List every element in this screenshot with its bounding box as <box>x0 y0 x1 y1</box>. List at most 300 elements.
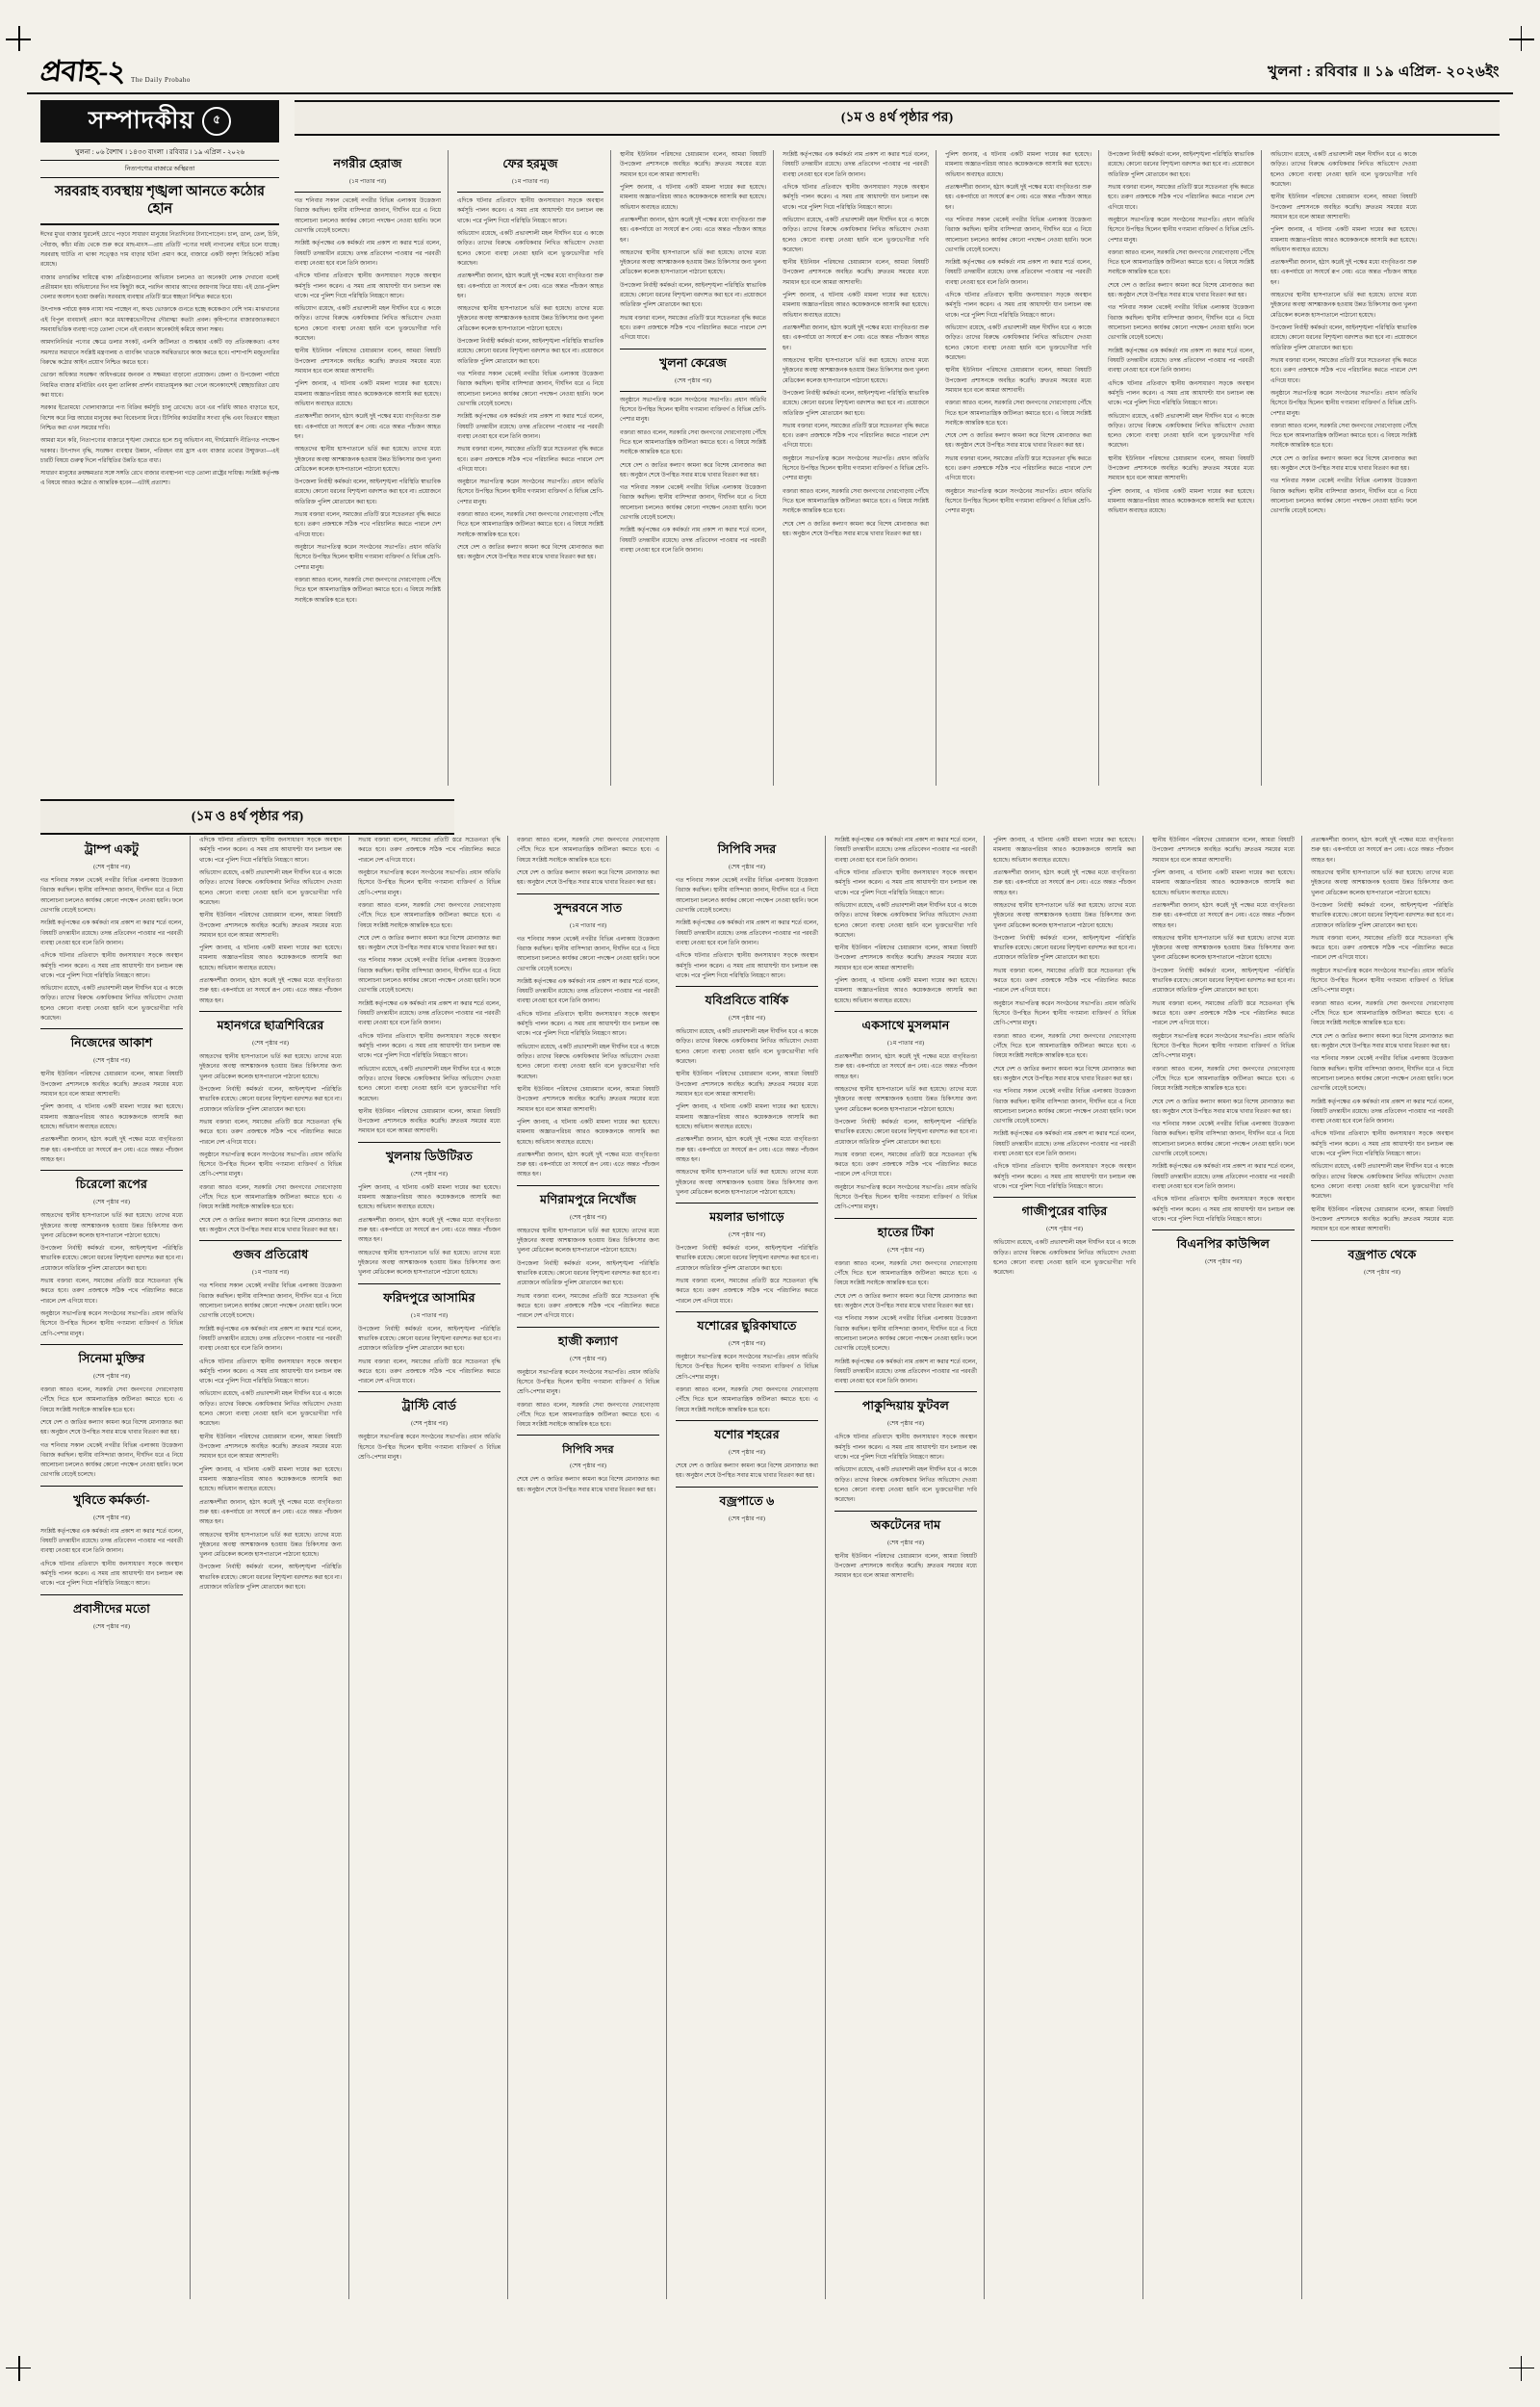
paragraph: শেষে দেশ ও জাতির কল্যাণ কামনা করে বিশেষ মোনাজাত করা হয়। অনুষ্ঠান শেষে উপস্থিত সবার মাঝে খাবার বিতরণ করা হয়। <box>676 1462 818 1480</box>
paragraph: উপজেলা নির্বাহী কর্মকর্তা বলেন, আইনশৃঙ্খলা পরিস্থিতি স্বাভাবিক রয়েছে। কোনো ধরনের বিশৃঙ্খলা বরদাশত করা হবে না। প্রয়োজনে অতিরিক্ত পুলিশ মোতায়েন করা হবে। <box>40 1246 184 1272</box>
paragraph: প্রত্যক্ষদর্শীরা জানান, হঠাৎ করেই দুই পক্ষের মধ্যে বাগ্‌বিতণ্ডা শুরু হয়। একপর্যায়ে তা সংঘর্ষে রূপ নেয়। এতে অন্তত পাঁচজন আহত হন। <box>1152 902 1295 929</box>
paragraph: সভায় বক্তারা বলেন, সমাজের প্রতিটি স্তরে সচেতনতা বৃদ্ধি করতে হবে। তরুণ প্রজন্মকে সঠিক পথে পরিচালিত করতে পারলে দেশ এগিয়ে যাবে। <box>676 1279 818 1305</box>
crop-mark <box>18 2356 20 2381</box>
paragraph: এদিকে ঘটনার প্রতিবাদে স্থানীয় জনসাধারণ সড়কে অবস্থান কর্মসূচি পালন করেন। এ সময় প্রায় আধাঘণ্টা যান চলাচল বন্ধ থাকে। পরে পুলিশ গিয়ে পরিস্থিতি নিয়ন্ত্রণে আনে। <box>457 198 603 224</box>
paragraph: অনুষ্ঠানে সভাপতিত্ব করেন সংগঠনের সভাপতি। প্রধান অতিথি হিসেবে উপস্থিত ছিলেন স্থানীয় গণ্যমান্য ব্যক্তিবর্গ ও বিভিন্ন শ্রেণি-পেশার মানুষ। <box>358 1435 500 1462</box>
paragraph: স্থানীয় ইউনিয়ন পরিষদের চেয়ারম্যান বলেন, আমরা বিষয়টি উপজেলা প্রশাসনকে অবহিত করেছি। দ্রুততম সময়ের মধ্যে সমাধান হবে বলে আমরা আশাবাদী। <box>40 1072 183 1098</box>
paragraph: প্রত্যক্ষদর্শীরা জানান, হঠাৎ করেই দুই পক্ষের মধ্যে বাগ্‌বিতণ্ডা শুরু হয়। একপর্যায়ে তা সংঘর্ষে রূপ নেয়। এতে অন্তত পাঁচজন আহত হন। <box>517 1152 659 1178</box>
article-body <box>834 1052 977 1213</box>
paragraph: প্রত্যক্ষদর্শীরা জানান, হঠাৎ করেই দুই পক্ষের মধ্যে বাগ্‌বিতণ্ডা শুরু হয়। একপর্যায়ে তা সংঘর্ষে রূপ নেয়। এতে অন্তত পাঁচজন আহত হন। <box>676 1137 818 1163</box>
paragraph: বক্তারা আরও বলেন, সরকারি সেবা জনগণের দোরগোড়ায় পৌঁছে দিতে হলে আমলাতান্ত্রিক জটিলতা কমাতে হবে। এ বিষয়ে সংশ্লিষ্ট সবাইকে আন্তরিক হতে হবে। <box>993 1033 1136 1060</box>
paragraph: স্থানীয় ইউনিয়ন পরিষদের চেয়ারম্যান বলেন, আমরা বিষয়টি উপজেলা প্রশাসনকে অবহিত করেছি। দ্রুততম সময়ের মধ্যে সমাধান হবে বলে আমরা আশাবাদী। <box>199 913 342 939</box>
paragraph: সভায় বক্তারা বলেন, সমাজের প্রতিটি স্তরে সচেতনতা বৃদ্ধি করতে হবে। তরুণ প্রজন্মকে সঠিক পথে পরিচালিত করতে পারলে দেশ এগিয়ে যাবে। <box>358 838 500 864</box>
article-subhead: (শেষ পৃষ্ঠার পর) <box>411 1420 448 1428</box>
paragraph: বক্তারা আরও বলেন, সরকারি সেবা জনগণের দোরগোড়ায় পৌঁছে দিতে হলে আমলাতান্ত্রিক জটিলতা কমাতে হবে। এ বিষয়ে সংশ্লিষ্ট সবাইকে আন্তরিক হতে হবে। <box>676 1386 818 1413</box>
article-body <box>993 836 1136 1192</box>
article-headline: বিএনপির কাউন্সিল <box>1176 1237 1270 1252</box>
paragraph: গত শনিবার সকাল থেকেই নগরীর বিভিন্ন এলাকায় উত্তেজনা বিরাজ করছিল। স্থানীয় বাসিন্দারা জানান, দীর্ঘদিন ধরে এ নিয়ে আলোচনা চললেও কার্যকর কোনো পদক্ষেপ নেওয়া হয়নি। ফলে ভোগান্তি বেড়েই চলেছে। <box>517 936 659 972</box>
article-body <box>1152 836 1295 1225</box>
paragraph: সভায় বক্তারা বলেন, সমাজের প্রতিটি স্তরে সচেতনতা বৃদ্ধি করতে হবে। তরুণ প্রজন্মকে সঠিক পথে পরিচালিত করতে পারলে দেশ এগিয়ে যাবে। <box>40 1279 183 1305</box>
paragraph: অভিযোগ রয়েছে, একটি প্রভাবশালী মহল দীর্ঘদিন ধরে এ কাজে জড়িত। তাদের বিরুদ্ধে একাধিকবার লিখিত অভিযোগ দেওয়া হলেও কোনো ব্যবস্থা নেওয়া হয়নি বলে ভুক্তভোগীরা দাবি করেছেন। <box>1270 152 1417 188</box>
article-subhead: (১ম পাতার পর) <box>886 1040 925 1047</box>
article-subhead: (শেষ পৃষ্ঠার পর) <box>570 1355 606 1362</box>
paragraph: শেষে দেশ ও জাতির কল্যাণ কামনা করে বিশেষ মোনাজাত করা হয়। অনুষ্ঠান শেষে উপস্থিত সবার মাঝে খাবার বিতরণ করা হয়। <box>1311 1033 1453 1049</box>
paragraph: স্থানীয় ইউনিয়ন পরিষদের চেয়ারম্যান বলেন, আমরা বিষয়টি উপজেলা প্রশাসনকে অবহিত করেছি। দ্রুততম সময়ের মধ্যে সমাধান হবে বলে আমরা আশাবাদী। <box>1270 194 1417 220</box>
article-subhead: (শেষ পৃষ্ঠার পর) <box>729 864 765 870</box>
paragraph: উপজেলা নির্বাহী কর্মকর্তা বলেন, আইনশৃঙ্খলা পরিস্থিতি স্বাভাবিক রয়েছে। কোনো ধরনের বিশৃঙ্খলা বরদাশত করা হবে না। প্রয়োজনে অতিরিক্ত পুলিশ মোতায়েন করা হবে। <box>295 479 441 505</box>
paragraph: আহতদের স্থানীয় হাসপাতালে ভর্তি করা হয়েছে। তাদের মধ্যে দুইজনের অবস্থা আশঙ্কাজনক হওয়ায় উন্নত চিকিৎসার জন্য খুলনা মেডিকেল কলেজ হাসপাতালে পাঠানো হয়েছে। <box>834 1086 977 1113</box>
paragraph: সংশ্লিষ্ট কর্তৃপক্ষের এক কর্মকর্তা নাম প্রকাশ না করার শর্তে বলেন, বিষয়টি তদন্তাধীন রয়েছে। তদন্ত প্রতিবেদন পাওয়ার পর পরবর্তী ব্যবস্থা নেওয়া হবে বলে তিনি জানান। <box>199 1326 342 1353</box>
article-headline: হাজী কল্যাণ <box>557 1333 619 1348</box>
paragraph: এদিকে ঘটনার প্রতিবাদে স্থানীয় জনসাধারণ সড়কে অবস্থান কর্মসূচি পালন করেন। এ সময় প্রায় আধাঘণ্টা যান চলাচল বন্ধ থাকে। পরে পুলিশ গিয়ে পরিস্থিতি নিয়ন্ত্রণে আনে। <box>676 953 818 979</box>
paragraph: এদিকে ঘটনার প্রতিবাদে স্থানীয় জনসাধারণ সড়কে অবস্থান কর্মসূচি পালন করেন। এ সময় প্রায় আধাঘণ্টা যান চলাচল বন্ধ থাকে। পরে পুলিশ গিয়ে পরিস্থিতি নিয়ন্ত্রণে আনে। <box>993 1164 1136 1190</box>
article-body <box>40 1070 183 1165</box>
paragraph: প্রত্যক্ষদর্শীরা জানান, হঠাৎ করেই দুই পক্ষের মধ্যে বাগ্‌বিতণ্ডা শুরু হয়। একপর্যায়ে তা সংঘর্ষে রূপ নেয়। এতে অন্তত পাঁচজন আহত হন। <box>1311 838 1453 864</box>
paragraph: সভায় বক্তারা বলেন, সমাজের প্রতিটি স্তরে সচেতনতা বৃদ্ধি করতে হবে। তরুণ প্রজন্মকে সঠিক পথে পরিচালিত করতে পারলে দেশ এগিয়ে যাবে। <box>457 447 603 473</box>
paragraph: অভিযোগ রয়েছে, একটি প্রভাবশালী মহল দীর্ঘদিন ধরে এ কাজে জড়িত। তাদের বিরুদ্ধে একাধিকবার লিখিত অভিযোগ দেওয়া হলেও কোনো ব্যবস্থা নেওয়া হয়নি বলে ভুক্তভোগীরা দাবি করেছেন। <box>834 902 977 939</box>
paragraph: শেষে দেশ ও জাতির কল্যাণ কামনা করে বিশেষ মোনাজাত করা হয়। অনুষ্ঠান শেষে উপস্থিত সবার মাঝে খাবার বিতরণ করা হয়। <box>1108 282 1254 299</box>
paragraph: অনুষ্ঠানে সভাপতিত্ব করেন সংগঠনের সভাপতি। প্রধান অতিথি হিসেবে উপস্থিত ছিলেন স্থানীয় গণ্যমান্য ব্যক্তিবর্গ ও বিভিন্ন শ্রেণি-পেশার মানুষ। <box>295 545 441 571</box>
article-body <box>517 935 659 1180</box>
paragraph: অভিযোগ রয়েছে, একটি প্রভাবশালী মহল দীর্ঘদিন ধরে এ কাজে জড়িত। তাদের বিরুদ্ধে একাধিকবার লিখিত অভিযোগ দেওয়া হলেও কোনো ব্যবস্থা নেওয়া হয়নি বলে ভুক্তভোগীরা দাবি করেছেন। <box>40 986 183 1022</box>
paragraph: শেষে দেশ ও জাতির কল্যাণ কামনা করে বিশেষ মোনাজাত করা হয়। অনুষ্ঠান শেষে উপস্থিত সবার মাঝে খাবার বিতরণ করা হয়। <box>517 869 659 887</box>
paragraph: গত শনিবার সকাল থেকেই নগরীর বিভিন্ন এলাকায় উত্তেজনা বিরাজ করছিল। স্থানীয় বাসিন্দারা জানান, দীর্ঘদিন ধরে এ নিয়ে আলোচনা চললেও কার্যকর কোনো পদক্ষেপ নেওয়া হয়নি। ফলে ভোগান্তি বেড়েই চলেছে। <box>945 217 1091 253</box>
paragraph: উপজেলা নির্বাহী কর্মকর্তা বলেন, আইনশৃঙ্খলা পরিস্থিতি স্বাভাবিক রয়েছে। কোনো ধরনের বিশৃঙ্খলা বরদাশত করা হবে না। প্রয়োজনে অতিরিক্ত পুলিশ মোতায়েন করা হবে। <box>1270 325 1417 351</box>
paragraph: পুলিশ জানায়, এ ঘটনায় একটি মামলা দায়ের করা হয়েছে। মামলায় অজ্ঞাতপরিচয় আরও কয়েকজনকে আসামি করা হয়েছে। অভিযান অব্যাহত রয়েছে। <box>993 838 1136 864</box>
article-headline: হাতের টিকা <box>877 1225 935 1239</box>
paragraph: এদিকে ঘটনার প্রতিবাদে স্থানীয় জনসাধারণ সড়কে অবস্থান কর্মসূচি পালন করেন। এ সময় প্রায় আধাঘণ্টা যান চলাচল বন্ধ থাকে। পরে পুলিশ গিয়ে পরিস্থিতি নিয়ন্ত্রণে আনে। <box>295 273 441 299</box>
article-body <box>40 1385 183 1481</box>
paragraph: শেষে দেশ ও জাতির কল্যাণ কামনা করে বিশেষ মোনাজাত করা হয়। অনুষ্ঠান শেষে উপস্থিত সবার মাঝে খাবার বিতরণ করা হয়। <box>945 433 1091 450</box>
paragraph: উপজেলা নির্বাহী কর্মকর্তা বলেন, আইনশৃঙ্খলা পরিস্থিতি স্বাভাবিক রয়েছে। কোনো ধরনের বিশৃঙ্খলা বরদাশত করা হবে না। প্রয়োজনে অতিরিক্ত পুলিশ মোতায়েন করা হবে। <box>1108 152 1254 178</box>
editorial-paragraph: আমরা মনে করি, নিত্যপণ্যের বাজারে শৃঙ্খলা ফেরাতে হলে শুধু অভিযান নয়, দীর্ঘমেয়াদি নীতিগত পদক্ষেপ দরকার। উৎপাদন বৃদ্ধি, সংরক্ষণ ব্যবস্থার উন্নয়ন, পরিবহন ব্যয় হ্রাস এবং বাজার তথ্যের উন্মুক্ততা—এই চারটি বিষয়ে গুরুত্ব দিলে পরিস্থিতির উন্নতি হতে বাধ্য। <box>40 438 279 464</box>
masthead <box>27 58 1513 94</box>
paragraph: এদিকে ঘটনার প্রতিবাদে স্থানীয় জনসাধারণ সড়কে অবস্থান কর্মসূচি পালন করেন। এ সময় প্রায় আধাঘণ্টা যান চলাচল বন্ধ থাকে। পরে পুলিশ গিয়ে পরিস্থিতি নিয়ন্ত্রণে আনে। <box>1108 380 1254 407</box>
article-subhead: (শেষ পৃষ্ঠার পর) <box>93 1199 130 1206</box>
paragraph: পুলিশ জানায়, এ ঘটনায় একটি মামলা দায়ের করা হয়েছে। মামলায় অজ্ঞাতপরিচয় আরও কয়েকজনকে আসামি করা হয়েছে। অভিযান অব্যাহত রয়েছে। <box>517 1119 659 1146</box>
crop-mark <box>1521 2356 1523 2381</box>
paragraph: সভায় বক্তারা বলেন, সমাজের প্রতিটি স্তরে সচেতনতা বৃদ্ধি করতে হবে। তরুণ প্রজন্মকে সঠিক পথে পরিচালিত করতে পারলে দেশ এগিয়ে যাবে। <box>783 423 929 450</box>
article-column <box>834 836 977 1585</box>
paragraph: পুলিশ জানায়, এ ঘটনায় একটি মামলা দায়ের করা হয়েছে। মামলায় অজ্ঞাতপরিচয় আরও কয়েকজনকে আসামি করা হয়েছে। অভিযান অব্যাহত রয়েছে। <box>783 293 929 319</box>
paragraph: আহতদের স্থানীয় হাসপাতালে ভর্তি করা হয়েছে। তাদের মধ্যে দুইজনের অবস্থা আশঙ্কাজনক হওয়ায় উন্নত চিকিৎসার জন্য খুলনা মেডিকেল কলেজ হাসপাতালে পাঠানো হয়েছে। <box>40 1213 183 1239</box>
paragraph: বক্তারা আরও বলেন, সরকারি সেবা জনগণের দোরগোড়ায় পৌঁছে দিতে হলে আমলাতান্ত্রিক জটিলতা কমাতে হবে। এ বিষয়ে সংশ্লিষ্ট সবাইকে আন্তরিক হতে হবে। <box>295 577 441 604</box>
paragraph: অভিযোগ রয়েছে, একটি প্রভাবশালী মহল দীর্ঘদিন ধরে এ কাজে জড়িত। তাদের বিরুদ্ধে একাধিকবার লিখিত অভিযোগ দেওয়া হলেও কোনো ব্যবস্থা নেওয়া হয়নি বলে ভুক্তভোগীরা দাবি করেছেন। <box>1108 413 1254 450</box>
paragraph: এদিকে ঘটনার প্রতিবাদে স্থানীয় জনসাধারণ সড়কে অবস্থান কর্মসূচি পালন করেন। এ সময় প্রায় আধাঘণ্টা যান চলাচল বন্ধ থাকে। পরে পুলিশ গিয়ে পরিস্থিতি নিয়ন্ত্রণে আনে। <box>834 1435 977 1462</box>
paragraph: গত শনিবার সকাল থেকেই নগরীর বিভিন্ন এলাকায় উত্তেজনা বিরাজ করছিল। স্থানীয় বাসিন্দারা জানান, দীর্ঘদিন ধরে এ নিয়ে আলোচনা চললেও কার্যকর কোনো পদক্ষেপ নেওয়া হয়নি। ফলে ভোগান্তি বেড়েই চলেছে। <box>40 1442 183 1479</box>
paragraph: প্রত্যক্ষদর্শীরা জানান, হঠাৎ করেই দুই পক্ষের মধ্যে বাগ্‌বিতণ্ডা শুরু হয়। একপর্যায়ে তা সংঘর্ষে রূপ নেয়। এতে অন্তত পাঁচজন আহত হন। <box>358 1217 500 1244</box>
editorial-paragraph: বাজার তদারকির দায়িত্বে থাকা প্রতিষ্ঠানগুলোর অভিযান চললেও তা অনেকটা লোক দেখানো বলেই প্রতীয়মান হয়। অভিযানের দিন দাম কিছুটা কমে, পরদিন আবার আগের জায়গায় ফিরে যায়। এই চোর-পুলিশ খেলার অবসান হওয়া জরুরি। সরবরাহ ব্যবস্থার প্রতিটি স্তরে স্বচ্ছতা নিশ্চিত করতে হবে। <box>40 274 279 301</box>
paragraph: পুলিশ জানায়, এ ঘটনায় একটি মামলা দায়ের করা হয়েছে। মামলায় অজ্ঞাতপরিচয় আরও কয়েকজনকে আসামি করা হয়েছে। অভিযান অব্যাহত রয়েছে। <box>199 1466 342 1493</box>
paragraph: গত শনিবার সকাল থেকেই নগরীর বিভিন্ন এলাকায় উত্তেজনা বিরাজ করছিল। স্থানীয় বাসিন্দারা জানান, দীর্ঘদিন ধরে এ নিয়ে আলোচনা চললেও কার্যকর কোনো পদক্ষেপ নেওয়া হয়নি। ফলে ভোগান্তি বেড়েই চলেছে। <box>40 878 183 914</box>
article-subhead: (শেষ পৃষ্ঠার পর) <box>729 1340 765 1347</box>
paragraph: অভিযোগ রয়েছে, একটি প্রভাবশালী মহল দীর্ঘদিন ধরে এ কাজে জড়িত। তাদের বিরুদ্ধে একাধিকবার লিখিত অভিযোগ দেওয়া হলেও কোনো ব্যবস্থা নেওয়া হয়নি বলে ভুক্তভোগীরা দাবি করেছেন। <box>517 1044 659 1080</box>
article-subhead: (শেষ পৃষ্ঠার পর) <box>729 1231 765 1239</box>
paragraph: সভায় বক্তারা বলেন, সমাজের প্রতিটি স্তরে সচেতনতা বৃদ্ধি করতে হবে। তরুণ প্রজন্মকে সঠিক পথে পরিচালিত করতে পারলে দেশ এগিয়ে যাবে। <box>295 512 441 538</box>
article-column <box>358 836 500 1465</box>
paragraph: গত শনিবার সকাল থেকেই নগরীর বিভিন্ন এলাকায় উত্তেজনা বিরাজ করছিল। স্থানীয় বাসিন্দারা জানান, দীর্ঘদিন ধরে এ নিয়ে আলোচনা চললেও কার্যকর কোনো পদক্ষেপ নেওয়া হয়নি। ফলে ভোগান্তি বেড়েই চলেছে। <box>1311 1056 1453 1093</box>
article-headline: বজ্রপাতে ৬ <box>719 1493 775 1508</box>
paragraph: প্রত্যক্ষদর্শীরা জানান, হঠাৎ করেই দুই পক্ষের মধ্যে বাগ্‌বিতণ্ডা শুরু হয়। একপর্যায়ে তা সংঘর্ষে রূপ নেয়। এতে অন্তত পাঁচজন আহত হন। <box>199 978 342 1004</box>
page-sheet <box>27 58 1513 2330</box>
paragraph: আহতদের স্থানীয় হাসপাতালে ভর্তি করা হয়েছে। তাদের মধ্যে দুইজনের অবস্থা আশঙ্কাজনক হওয়ায় উন্নত চিকিৎসার জন্য খুলনা মেডিকেল কলেজ হাসপাতালে পাঠানো হয়েছে। <box>295 447 441 473</box>
paragraph: অভিযোগ রয়েছে, একটি প্রভাবশালী মহল দীর্ঘদিন ধরে এ কাজে জড়িত। তাদের বিরুদ্ধে একাধিকবার লিখিত অভিযোগ দেওয়া হলেও কোনো ব্যবস্থা নেওয়া হয়নি বলে ভুক্তভোগীরা দাবি করেছেন। <box>783 217 929 253</box>
paragraph: স্থানীয় ইউনিয়ন পরিষদের চেয়ারম্যান বলেন, আমরা বিষয়টি উপজেলা প্রশাসনকে অবহিত করেছি। দ্রুততম সময়ের মধ্যে সমাধান হবে বলে আমরা আশাবাদী। <box>517 1086 659 1113</box>
logo-text: প্রবাহ-২ <box>38 56 127 88</box>
paragraph: গত শনিবার সকাল থেকেই নগরীর বিভিন্ন এলাকায় উত্তেজনা বিরাজ করছিল। স্থানীয় বাসিন্দারা জানান, দীর্ঘদিন ধরে এ নিয়ে আলোচনা চললেও কার্যকর কোনো পদক্ষেপ নেওয়া হয়নি। ফলে ভোগান্তি বেড়েই চলেছে। <box>295 198 441 234</box>
paragraph: আহতদের স্থানীয় হাসপাতালে ভর্তি করা হয়েছে। তাদের মধ্যে দুইজনের অবস্থা আশঙ্কাজনক হওয়ায় উন্নত চিকিৎসার জন্য খুলনা মেডিকেল কলেজ হাসপাতালে পাঠানো হয়েছে। <box>517 1228 659 1255</box>
paragraph: প্রত্যক্ষদর্শীরা জানান, হঠাৎ করেই দুই পক্ষের মধ্যে বাগ্‌বিতণ্ডা শুরু হয়। একপর্যায়ে তা সংঘর্ষে রূপ নেয়। এতে অন্তত পাঁচজন আহত হন। <box>993 869 1136 896</box>
article-subhead: (শেষ পৃষ্ঠার পর) <box>675 376 711 384</box>
article-subhead: (শেষ পৃষ্ঠার পর) <box>411 1170 448 1178</box>
crop-mark <box>1521 26 1523 51</box>
paragraph: সভায় বক্তারা বলেন, সমাজের প্রতিটি স্তরে সচেতনতা বৃদ্ধি করতে হবে। তরুণ প্রজন্মকে সঠিক পথে পরিচালিত করতে পারলে দেশ এগিয়ে যাবে। <box>517 1293 659 1320</box>
article-subhead: (শেষ পৃষ্ঠার পর) <box>887 1420 924 1428</box>
paragraph: সংশ্লিষ্ট কর্তৃপক্ষের এক কর্মকর্তা নাম প্রকাশ না করার শর্তে বলেন, বিষয়টি তদন্তাধীন রয়েছে। তদন্ত প্রতিবেদন পাওয়ার পর পরবর্তী ব্যবস্থা নেওয়া হবে বলে তিনি জানান। <box>1108 348 1254 375</box>
paragraph: সংশ্লিষ্ট কর্তৃপক্ষের এক কর্মকর্তা নাম প্রকাশ না করার শর্তে বলেন, বিষয়টি তদন্তাধীন রয়েছে। তদন্ত প্রতিবেদন পাওয়ার পর পরবর্তী ব্যবস্থা নেওয়া হবে বলে তিনি জানান। <box>945 260 1091 286</box>
paragraph: সংশ্লিষ্ট কর্তৃপক্ষের এক কর্মকর্তা নাম প্রকাশ না করার শর্তে বলেন, বিষয়টি তদন্তাধীন রয়েছে। তদন্ত প্রতিবেদন পাওয়ার পর পরবর্তী ব্যবস্থা নেওয়া হবে বলে তিনি জানান। <box>40 1528 183 1555</box>
article-column <box>457 150 603 566</box>
paragraph: পুলিশ জানায়, এ ঘটনায় একটি মামলা দায়ের করা হয়েছে। মামলায় অজ্ঞাতপরিচয় আরও কয়েকজনকে আসামি করা হয়েছে। অভিযান অব্যাহত রয়েছে। <box>199 945 342 971</box>
paragraph: উপজেলা নির্বাহী কর্মকর্তা বলেন, আইনশৃঙ্খলা পরিস্থিতি স্বাভাবিক রয়েছে। কোনো ধরনের বিশৃঙ্খলা বরদাশত করা হবে না। প্রয়োজনে অতিরিক্ত পুলিশ মোতায়েন করা হবে। <box>676 1246 819 1272</box>
article-body <box>945 150 1091 517</box>
article-body <box>199 836 342 1006</box>
article-body <box>358 1183 500 1279</box>
paragraph: সংশ্লিষ্ট কর্তৃপক্ষের এক কর্মকর্তা নাম প্রকাশ না করার শর্তে বলেন, বিষয়টি তদন্তাধীন রয়েছে। তদন্ত প্রতিবেদন পাওয়ার পর পরবর্তী ব্যবস্থা নেওয়া হবে বলে তিনি জানান। <box>834 1359 977 1385</box>
paragraph: সভায় বক্তারা বলেন, সমাজের প্রতিটি স্তরে সচেতনতা বৃদ্ধি করতে হবে। তরুণ প্রজন্মকে সঠিক পথে পরিচালিত করতে পারলে দেশ এগিয়ে যাবে। <box>945 455 1091 482</box>
paragraph: স্থানীয় ইউনিয়ন পরিষদের চেয়ারম্যান বলেন, আমরা বিষয়টি উপজেলা প্রশাসনকে অবহিত করেছি। দ্রুততম সময়ের মধ্যে সমাধান হবে বলে আমরা আশাবাদী। <box>783 260 929 286</box>
article-subhead: (শেষ পৃষ্ঠার পর) <box>887 1539 924 1546</box>
paragraph: স্থানীয় ইউনিয়ন পরিষদের চেয়ারম্যান বলেন, আমরা বিষয়টি উপজেলা প্রশাসনকে অবহিত করেছি। দ্রুততম সময়ের মধ্যে সমাধান হবে বলে আমরা আশাবাদী। <box>620 152 766 178</box>
paragraph: প্রত্যক্ষদর্শীরা জানান, হঠাৎ করেই দুই পক্ষের মধ্যে বাগ্‌বিতণ্ডা শুরু হয়। একপর্যায়ে তা সংঘর্ষে রূপ নেয়। এতে অন্তত পাঁচজন আহত হন। <box>1270 260 1417 286</box>
article-body <box>834 1259 977 1387</box>
paragraph: অভিযোগ রয়েছে, একটি প্রভাবশালী মহল দীর্ঘদিন ধরে এ কাজে জড়িত। তাদের বিরুদ্ধে একাধিকবার লিখিত অভিযোগ দেওয়া হলেও কোনো ব্যবস্থা নেওয়া হয়নি বলে ভুক্তভোগীরা দাবি করেছেন। <box>993 1240 1136 1277</box>
article-body <box>358 1325 500 1387</box>
paragraph: শেষে দেশ ও জাতির কল্যাণ কামনা করে বিশেষ মোনাজাত করা হয়। অনুষ্ঠান শেষে উপস্থিত সবার মাঝে খাবার বিতরণ করা হয়। <box>993 1066 1136 1082</box>
article-column <box>945 150 1091 520</box>
paragraph: শেষে দেশ ও জাতির কল্যাণ কামনা করে বিশেষ মোনাজাত করা হয়। অনুষ্ঠান শেষে উপস্থিত সবার মাঝে খাবার বিতরণ করা হয়। <box>1270 455 1417 473</box>
article-body <box>457 196 603 563</box>
paragraph: প্রত্যক্ষদর্শীরা জানান, হঠাৎ করেই দুই পক্ষের মধ্যে বাগ্‌বিতণ্ডা শুরু হয়। একপর্যায়ে তা সংঘর্ষে রূপ নেয়। এতে অন্তত পাঁচজন আহত হন। <box>199 1499 342 1526</box>
article-headline: ফরিদপুরে আসামির <box>383 1290 475 1305</box>
article-subhead: (১ম পাতার পর) <box>251 1269 290 1277</box>
article-column <box>676 836 818 1528</box>
paragraph: অনুষ্ঠানে সভাপতিত্ব করেন সংগঠনের সভাপতি। প্রধান অতিথি হিসেবে উপস্থিত ছিলেন স্থানীয় গণ্যমান্য ব্যক্তিবর্গ ও বিভিন্ন শ্রেণি-পেশার মানুষ। <box>993 1000 1136 1027</box>
paragraph: শেষে দেশ ও জাতির কল্যাণ কামনা করে বিশেষ মোনাজাত করা হয়। অনুষ্ঠান শেষে উপস্থিত সবার মাঝে খাবার বিতরণ করা হয়। <box>783 521 929 537</box>
paragraph: অনুষ্ঠানে সভাপতিত্ব করেন সংগঠনের সভাপতি। প্রধান অতিথি হিসেবে উপস্থিত ছিলেন স্থানীয় গণ্যমান্য ব্যক্তিবর্গ ও বিভিন্ন শ্রেণি-পেশার মানুষ। <box>457 479 603 505</box>
paragraph: অভিযোগ রয়েছে, একটি প্রভাবশালী মহল দীর্ঘদিন ধরে এ কাজে জড়িত। তাদের বিরুদ্ধে একাধিকবার লিখিত অভিযোগ দেওয়া হলেও কোনো ব্যবস্থা নেওয়া হয়নি বলে ভুক্তভোগীরা দাবি করেছেন। <box>676 1029 818 1066</box>
paragraph: সভায় বক্তারা বলেন, সমাজের প্রতিটি স্তরে সচেতনতা বৃদ্ধি করতে হবে। তরুণ প্রজন্মকে সঠিক পথে পরিচালিত করতে পারলে দেশ এগিয়ে যাবে। <box>834 1152 977 1178</box>
continuation-banner-mid: (১ম ও ৪র্থ পৃষ্ঠার পর) <box>40 799 454 835</box>
editorial-block <box>40 94 279 492</box>
article-subhead: (১ম পাতার পর) <box>348 178 387 185</box>
paragraph: বক্তারা আরও বলেন, সরকারি সেবা জনগণের দোরগোড়ায় পৌঁছে দিতে হলে আমলাতান্ত্রিক জটিলতা কমাতে হবে। এ বিষয়ে সংশ্লিষ্ট সবাইকে আন্তরিক হতে হবে। <box>358 902 500 929</box>
article-body <box>1108 150 1254 517</box>
paragraph: স্থানীয় ইউনিয়ন পরিষদের চেয়ারম্যান বলেন, আমরা বিষয়টি উপজেলা প্রশাসনকে অবহিত করেছি। দ্রুততম সময়ের মধ্যে সমাধান হবে বলে আমরা আশাবাদী। <box>295 349 441 375</box>
paragraph: গত শনিবার সকাল থেকেই নগরীর বিভিন্ন এলাকায় উত্তেজনা বিরাজ করছিল। স্থানীয় বাসিন্দারা জানান, দীর্ঘদিন ধরে এ নিয়ে আলোচনা চললেও কার্যকর কোনো পদক্ষেপ নেওয়া হয়নি। ফলে ভোগান্তি বেড়েই চলেছে। <box>1108 305 1254 342</box>
paragraph: এদিকে ঘটনার প্রতিবাদে স্থানীয় জনসাধারণ সড়কে অবস্থান কর্মসূচি পালন করেন। এ সময় প্রায় আধাঘণ্টা যান চলাচল বন্ধ থাকে। পরে পুলিশ গিয়ে পরিস্থিতি নিয়ন্ত্রণে আনে। <box>199 1359 342 1385</box>
paragraph: সংশ্লিষ্ট কর্তৃপক্ষের এক কর্মকর্তা নাম প্রকাশ না করার শর্তে বলেন, বিষয়টি তদন্তাধীন রয়েছে। তদন্ত প্রতিবেদন পাওয়ার পর পরবর্তী ব্যবস্থা নেওয়া হবে বলে তিনি জানান। <box>783 152 929 178</box>
paragraph: পুলিশ জানায়, এ ঘটনায় একটি মামলা দায়ের করা হয়েছে। মামলায় অজ্ঞাতপরিচয় আরও কয়েকজনকে আসামি করা হয়েছে। অভিযান অব্যাহত রয়েছে। <box>945 152 1091 178</box>
paragraph: পুলিশ জানায়, এ ঘটনায় একটি মামলা দায়ের করা হয়েছে। মামলায় অজ্ঞাতপরিচয় আরও কয়েকজনকে আসামি করা হয়েছে। অভিযান অব্যাহত রয়েছে। <box>620 184 766 211</box>
paragraph: অনুষ্ঠানে সভাপতিত্ব করেন সংগঠনের সভাপতি। প্রধান অতিথি হিসেবে উপস্থিত ছিলেন স্থানীয় গণ্যমান্য ব্যক্তিবর্গ ও বিভিন্ন শ্রেণি-পেশার মানুষ। <box>517 1369 659 1396</box>
article-column <box>199 836 342 1595</box>
paragraph: সংশ্লিষ্ট কর্তৃপক্ষের এক কর্মকর্তা নাম প্রকাশ না করার শর্তে বলেন, বিষয়টি তদন্তাধীন রয়েছে। তদন্ত প্রতিবেদন পাওয়ার পর পরবর্তী ব্যবস্থা নেওয়া হবে বলে তিনি জানান। <box>676 920 818 946</box>
paragraph: এদিকে ঘটনার প্রতিবাদে স্থানীয় জনসাধারণ সড়কে অবস্থান কর্মসূচি পালন করেন। এ সময় প্রায় আধাঘণ্টা যান চলাচল বন্ধ থাকে। পরে পুলিশ গিয়ে পরিস্থিতি নিয়ন্ত্রণে আনে। <box>40 953 183 979</box>
paragraph: সংশ্লিষ্ট কর্তৃপক্ষের এক কর্মকর্তা নাম প্রকাশ না করার শর্তে বলেন, বিষয়টি তদন্তাধীন রয়েছে। তদন্ত প্রতিবেদন পাওয়ার পর পরবর্তী ব্যবস্থা নেওয়া হবে বলে তিনি জানান। <box>620 528 766 554</box>
editorial-paragraph: ভোক্তা অধিকার সংরক্ষণ অধিদপ্তরের জনবল ও সক্ষমতা বাড়ানো প্রয়োজন। জেলা ও উপজেলা পর্যায়ে নিয়মিত বাজার মনিটরিং এবং মূল্য তালিকা প্রদর্শন বাধ্যতামূলক করা গেলে অনেকাংশেই স্বেচ্ছাচারিতা রোধ করা যাবে। <box>40 373 279 399</box>
paragraph: বক্তারা আরও বলেন, সরকারি সেবা জনগণের দোরগোড়ায় পৌঁছে দিতে হলে আমলাতান্ত্রিক জটিলতা কমাতে হবে। এ বিষয়ে সংশ্লিষ্ট সবাইকে আন্তরিক হতে হবে। <box>1152 1066 1295 1093</box>
article-body <box>676 1244 818 1307</box>
paragraph: উপজেলা নির্বাহী কর্মকর্তা বলেন, আইনশৃঙ্খলা পরিস্থিতি স্বাভাবিক রয়েছে। কোনো ধরনের বিশৃঙ্খলা বরদাশত করা হবে না। প্রয়োজনে অতিরিক্ত পুলিশ মোতায়েন করা হবে। <box>457 339 603 365</box>
paragraph: অনুষ্ঠানে সভাপতিত্ব করেন সংগঠনের সভাপতি। প্রধান অতিথি হিসেবে উপস্থিত ছিলেন স্থানীয় গণ্যমান্য ব্যক্তিবর্গ ও বিভিন্ন শ্রেণি-পেশার মানুষ। <box>620 397 766 424</box>
paragraph: পুলিশ জানায়, এ ঘটনায় একটি মামলা দায়ের করা হয়েছে। মামলায় অজ্ঞাতপরিচয় আরও কয়েকজনকে আসামি করা হয়েছে। অভিযান অব্যাহত রয়েছে। <box>1152 869 1295 896</box>
paragraph: শেষে দেশ ও জাতির কল্যাণ কামনা করে বিশেষ মোনাজাত করা হয়। অনুষ্ঠান শেষে উপস্থিত সবার মাঝে খাবার বিতরণ করা হয়। <box>358 935 500 952</box>
article-headline: ময়লার ভাগাড়ে <box>709 1210 784 1225</box>
paragraph: প্রত্যক্ষদর্শীরা জানান, হঠাৎ করেই দুই পক্ষের মধ্যে বাগ্‌বিতণ্ডা শুরু হয়। একপর্যায়ে তা সংঘর্ষে রূপ নেয়। এতে অন্তত পাঁচজন আহত হন। <box>834 1054 977 1080</box>
paragraph: সভায় বক্তারা বলেন, সমাজের প্রতিটি স্তরে সচেতনতা বৃদ্ধি করতে হবে। তরুণ প্রজন্মকে সঠিক পথে পরিচালিত করতে পারলে দেশ এগিয়ে যাবে। <box>358 1359 500 1385</box>
paragraph: পুলিশ জানায়, এ ঘটনায় একটি মামলা দায়ের করা হয়েছে। মামলায় অজ্ঞাতপরিচয় আরও কয়েকজনকে আসামি করা হয়েছে। অভিযান অব্যাহত রয়েছে। <box>834 978 977 1004</box>
article-headline: খুবিতে কর্মকর্তা- <box>73 1492 150 1507</box>
editorial-paragraph: ঈদের মুখর বাজার ঘুরলেই চোখে পড়বে সাধারণ মানুষের নিত্যদিনের টানাপোড়েন। চাল, ডাল, তেল, চিনি, পেঁয়াজ, কাঁচা মরিচ থেকে শুরু করে মাছ-মাংস—প্রায় প্রতিটি পণ্যের দামই নাগালের বাইরে চলে যাচ্ছে। সরবরাহ ঘাটতি না থাকা সত্ত্বেও দাম বাড়ার ঘটনা প্রমাণ করে, বাজারে একটি অদৃশ্য সিন্ডিকেট সক্রিয় রয়েছে। <box>40 232 279 269</box>
article-subhead: (শেষ পৃষ্ঠার পর) <box>93 1372 130 1380</box>
paragraph: বক্তারা আরও বলেন, সরকারি সেবা জনগণের দোরগোড়ায় পৌঁছে দিতে হলে আমলাতান্ত্রিক জটিলতা কমাতে হবে। এ বিষয়ে সংশ্লিষ্ট সবাইকে আন্তরিক হতে হবে। <box>945 401 1091 427</box>
article-body <box>676 1353 818 1415</box>
editorial-paragraph: আমদানিনির্ভর পণ্যের ক্ষেত্রে ডলার সংকট, এলসি জটিলতা ও শুল্কহার একটি বড় প্রতিবন্ধকতা। এসব সমস্যার সমাধানে সংশ্লিষ্ট মন্ত্রণালয় ও ব্যাংকিং খাতকে সমন্বিতভাবে কাজ করতে হবে। পাশাপাশি মজুতদারির বিরুদ্ধে কঠোর আইন প্রয়োগ নিশ্চিত করতে হবে। <box>40 340 279 366</box>
paragraph: অভিযোগ রয়েছে, একটি প্রভাবশালী মহল দীর্ঘদিন ধরে এ কাজে জড়িত। তাদের বিরুদ্ধে একাধিকবার লিখিত অভিযোগ দেওয়া হলেও কোনো ব্যবস্থা নেওয়া হয়নি বলে ভুক্তভোগীরা দাবি করেছেন। <box>1311 1164 1453 1201</box>
paragraph: শেষে দেশ ও জাতির কল্যাণ কামনা করে বিশেষ মোনাজাত করা হয়। অনুষ্ঠান শেষে উপস্থিত সবার মাঝে খাবার বিতরণ করা হয়। <box>620 462 766 479</box>
article-subhead: (শেষ পৃষ্ঠার পর) <box>887 1246 924 1254</box>
paragraph: সংশ্লিষ্ট কর্তৃপক্ষের এক কর্মকর্তা নাম প্রকাশ না করার শর্তে বলেন, বিষয়টি তদন্তাধীন রয়েছে। তদন্ত প্রতিবেদন পাওয়ার পর পরবর্তী ব্যবস্থা নেওয়া হবে বলে তিনি জানান। <box>1152 1164 1295 1190</box>
paragraph: শেষে দেশ ও জাতির কল্যাণ কামনা করে বিশেষ মোনাজাত করা হয়। অনুষ্ঠান শেষে উপস্থিত সবার মাঝে খাবার বিতরণ করা হয়। <box>1152 1099 1295 1115</box>
article-subhead: (১ম পাতার পর) <box>511 178 550 185</box>
article-column <box>1108 150 1254 520</box>
editorial-banner <box>40 100 279 142</box>
crop-mark <box>1509 39 1534 40</box>
paragraph: এদিকে ঘটনার প্রতিবাদে স্থানীয় জনসাধারণ সড়কে অবস্থান কর্মসূচি পালন করেন। এ সময় প্রায় আধাঘণ্টা যান চলাচল বন্ধ থাকে। পরে পুলিশ গিয়ে পরিস্থিতি নিয়ন্ত্রণে আনে। <box>1311 1131 1453 1158</box>
article-headline: সিপিবি সদর <box>562 1444 614 1457</box>
crop-mark <box>1509 2368 1534 2369</box>
paragraph: সংশ্লিষ্ট কর্তৃপক্ষের এক কর্মকর্তা নাম প্রকাশ না করার শর্তে বলেন, বিষয়টি তদন্তাধীন রয়েছে। তদন্ত প্রতিবেদন পাওয়ার পর পরবর্তী ব্যবস্থা নেওয়া হবে বলে তিনি জানান। <box>1311 1099 1453 1126</box>
paragraph: এদিকে ঘটনার প্রতিবাদে স্থানীয় জনসাধারণ সড়কে অবস্থান কর্মসূচি পালন করেন। এ সময় প্রায় আধাঘণ্টা যান চলাচল বন্ধ থাকে। পরে পুলিশ গিয়ে পরিস্থিতি নিয়ন্ত্রণে আনে। <box>1152 1197 1295 1223</box>
paragraph: অনুষ্ঠানে সভাপতিত্ব করেন সংগঠনের সভাপতি। প্রধান অতিথি হিসেবে উপস্থিত ছিলেন স্থানীয় গণ্যমান্য ব্যক্তিবর্গ ও বিভিন্ন শ্রেণি-পেশার মানুষ। <box>358 869 500 896</box>
article-body <box>834 1433 977 1505</box>
article-headline: যবিপ্রবিতে বার্ষিক <box>705 994 789 1008</box>
paragraph: অনুষ্ঠানে সভাপতিত্ব করেন সংগঠনের সভাপতি। প্রধান অতিথি হিসেবে উপস্থিত ছিলেন স্থানীয় গণ্যমান্য ব্যক্তিবর্গ ও বিভিন্ন শ্রেণি-পেশার মানুষ। <box>1270 390 1417 417</box>
paragraph: উপজেলা নির্বাহী কর্মকর্তা বলেন, আইনশৃঙ্খলা পরিস্থিতি স্বাভাবিক রয়েছে। কোনো ধরনের বিশৃঙ্খলা বরদাশত করা হবে না। প্রয়োজনে অতিরিক্ত পুলিশ মোতায়েন করা হবে। <box>783 390 929 417</box>
paragraph: অভিযোগ রয়েছে, একটি প্রভাবশালী মহল দীর্ঘদিন ধরে এ কাজে জড়িত। তাদের বিরুদ্ধে একাধিকবার লিখিত অভিযোগ দেওয়া হলেও কোনো ব্যবস্থা নেওয়া হয়নি বলে ভুক্তভোগীরা দাবি করেছেন। <box>457 230 603 267</box>
paragraph: প্রত্যক্ষদর্শীরা জানান, হঠাৎ করেই দুই পক্ষের মধ্যে বাগ্‌বিতণ্ডা শুরু হয়। একপর্যায়ে তা সংঘর্ষে রূপ নেয়। এতে অন্তত পাঁচজন আহত হন। <box>945 184 1091 211</box>
article-body <box>40 1527 183 1590</box>
article-subhead: (শেষ পৃষ্ঠার পর) <box>252 1040 289 1047</box>
paragraph: বক্তারা আরও বলেন, সরকারি সেবা জনগণের দোরগোড়ায় পৌঁছে দিতে হলে আমলাতান্ত্রিক জটিলতা কমাতে হবে। এ বিষয়ে সংশ্লিষ্ট সবাইকে আন্তরিক হতে হবে। <box>517 838 659 864</box>
article-subhead: (১ম পাতার পর) <box>569 921 607 929</box>
paragraph: এদিকে ঘটনার প্রতিবাদে স্থানীয় জনসাধারণ সড়কে অবস্থান কর্মসূচি পালন করেন। এ সময় প্রায় আধাঘণ্টা যান চলাচল বন্ধ থাকে। পরে পুলিশ গিয়ে পরিস্থিতি নিয়ন্ত্রণে আনে। <box>40 1561 183 1588</box>
paragraph: আহতদের স্থানীয় হাসপাতালে ভর্তি করা হয়েছে। তাদের মধ্যে দুইজনের অবস্থা আশঙ্কাজনক হওয়ায় উন্নত চিকিৎসার জন্য খুলনা মেডিকেল কলেজ হাসপাতালে পাঠানো হয়েছে। <box>676 1170 818 1196</box>
article-body <box>199 1052 342 1235</box>
paragraph: শেষে দেশ ও জাতির কল্যাণ কামনা করে বিশেষ মোনাজাত করা হয়। অনুষ্ঠান শেষে উপস্থিত সবার মাঝে খাবার বিতরণ করা হয়। <box>834 1293 977 1309</box>
article-subhead: (শেষ পৃষ্ঠার পর) <box>1364 1268 1400 1276</box>
paragraph: আহতদের স্থানীয় হাসপাতালে ভর্তি করা হয়েছে। তাদের মধ্যে দুইজনের অবস্থা আশঙ্কাজনক হওয়ায় উন্নত চিকিৎসার জন্য খুলনা মেডিকেল কলেজ হাসপাতালে পাঠানো হয়েছে। <box>199 1054 342 1080</box>
article-headline: খুলনায় ডিউটিরত <box>385 1149 474 1163</box>
paragraph: বক্তারা আরও বলেন, সরকারি সেবা জনগণের দোরগোড়ায় পৌঁছে দিতে হলে আমলাতান্ত্রিক জটিলতা কমাতে হবে। এ বিষয়ে সংশ্লিষ্ট সবাইকে আন্তরিক হতে হবে। <box>783 488 929 515</box>
paragraph: উপজেলা নির্বাহী কর্মকর্তা বলেন, আইনশৃঙ্খলা পরিস্থিতি স্বাভাবিক রয়েছে। কোনো ধরনের বিশৃঙ্খলা বরদাশত করা হবে না। প্রয়োজনে অতিরিক্ত পুলিশ মোতায়েন করা হবে। <box>1152 968 1296 995</box>
paragraph: উপজেলা নির্বাহী কর্মকর্তা বলেন, আইনশৃঙ্খলা পরিস্থিতি স্বাভাবিক রয়েছে। কোনো ধরনের বিশৃঙ্খলা বরদাশত করা হবে না। প্রয়োজনে অতিরিক্ত পুলিশ মোতায়েন করা হবে। <box>620 282 766 309</box>
article-column <box>1311 836 1453 1281</box>
paragraph: স্থানীয় ইউনিয়ন পরিষদের চেয়ারম্যান বলেন, আমরা বিষয়টি উপজেলা প্রশাসনকে অবহিত করেছি। দ্রুততম সময়ের মধ্যে সমাধান হবে বলে আমরা আশাবাদী। <box>676 1072 818 1098</box>
article-body <box>993 1238 1136 1278</box>
paragraph: অভিযোগ রয়েছে, একটি প্রভাবশালী মহল দীর্ঘদিন ধরে এ কাজে জড়িত। তাদের বিরুদ্ধে একাধিকবার লিখিত অভিযোগ দেওয়া হলেও কোনো ব্যবস্থা নেওয়া হয়নি বলে ভুক্তভোগীরা দাবি করেছেন। <box>834 1467 977 1504</box>
paragraph: সভায় বক্তারা বলেন, সমাজের প্রতিটি স্তরে সচেতনতা বৃদ্ধি করতে হবে। তরুণ প্রজন্মকে সঠিক পথে পরিচালিত করতে পারলে দেশ এগিয়ে যাবে। <box>199 1119 342 1146</box>
article-column <box>1152 836 1295 1271</box>
paragraph: বক্তারা আরও বলেন, সরকারি সেবা জনগণের দোরগোড়ায় পৌঁছে দিতে হলে আমলাতান্ত্রিক জটিলতা কমাতে হবে। এ বিষয়ে সংশ্লিষ্ট সবাইকে আন্তরিক হতে হবে। <box>40 1386 183 1413</box>
paragraph: অনুষ্ঠানে সভাপতিত্ব করেন সংগঠনের সভাপতি। প্রধান অতিথি হিসেবে উপস্থিত ছিলেন স্থানীয় গণ্যমান্য ব্যক্তিবর্গ ও বিভিন্ন শ্রেণি-পেশার মানুষ। <box>676 1355 818 1381</box>
paragraph: অনুষ্ঠানে সভাপতিত্ব করেন সংগঠনের সভাপতি। প্রধান অতিথি হিসেবে উপস্থিত ছিলেন স্থানীয় গণ্যমান্য ব্যক্তিবর্গ ও বিভিন্ন শ্রেণি-পেশার মানুষ। <box>1108 217 1254 244</box>
paragraph: অনুষ্ঠানে সভাপতিত্ব করেন সংগঠনের সভাপতি। প্রধান অতিথি হিসেবে উপস্থিত ছিলেন স্থানীয় গণ্যমান্য ব্যক্তিবর্গ ও বিভিন্ন শ্রেণি-পেশার মানুষ। <box>783 455 929 482</box>
editorial-paragraph: উৎপাদক পর্যায়ে কৃষক ন্যায্য দাম পাচ্ছেন না, অথচ ভোক্তাকে গুনতে হচ্ছে কয়েকগুণ বেশি দাম। মাঝখানের এই বিপুল ব্যবধানই প্রমাণ করে মধ্যস্বত্বভোগীদের দৌরাত্ম্য কতটা প্রবল। কৃষিপণ্যের বাজারজাতকরণে সমবায়ভিত্তিক ব্যবস্থা গড়ে তোলা গেলে এই ব্যবধান অনেকটাই কমিয়ে আনা সম্ভব। <box>40 307 279 334</box>
paragraph: বক্তারা আরও বলেন, সরকারি সেবা জনগণের দোরগোড়ায় পৌঁছে দিতে হলে আমলাতান্ত্রিক জটিলতা কমাতে হবে। এ বিষয়ে সংশ্লিষ্ট সবাইকে আন্তরিক হতে হবে। <box>620 429 766 456</box>
paragraph: বক্তারা আরও বলেন, সরকারি সেবা জনগণের দোরগোড়ায় পৌঁছে দিতে হলে আমলাতান্ত্রিক জটিলতা কমাতে হবে। এ বিষয়ে সংশ্লিষ্ট সবাইকে আন্তরিক হতে হবে। <box>457 512 603 538</box>
paragraph: আহতদের স্থানীয় হাসপাতালে ভর্তি করা হয়েছে। তাদের মধ্যে দুইজনের অবস্থা আশঙ্কাজনক হওয়ায় উন্নত চিকিৎসার জন্য খুলনা মেডিকেল কলেজ হাসপাতালে পাঠানো হয়েছে। <box>1152 935 1295 962</box>
paragraph: সংশ্লিষ্ট কর্তৃপক্ষের এক কর্মকর্তা নাম প্রকাশ না করার শর্তে বলেন, বিষয়টি তদন্তাধীন রয়েছে। তদন্ত প্রতিবেদন পাওয়ার পর পরবর্তী ব্যবস্থা নেওয়া হবে বলে তিনি জানান। <box>358 1000 500 1027</box>
article-subhead: (শেষ পৃষ্ঠার পর) <box>93 1514 130 1521</box>
paragraph: বক্তারা আরও বলেন, সরকারি সেবা জনগণের দোরগোড়ায় পৌঁছে দিতে হলে আমলাতান্ত্রিক জটিলতা কমাতে হবে। এ বিষয়ে সংশ্লিষ্ট সবাইকে আন্তরিক হতে হবে। <box>1270 423 1417 450</box>
article-headline: ট্রাস্টি বোর্ড <box>401 1399 457 1413</box>
paragraph: সংশ্লিষ্ট কর্তৃপক্ষের এক কর্মকর্তা নাম প্রকাশ না করার শর্তে বলেন, বিষয়টি তদন্তাধীন রয়েছে। তদন্ত প্রতিবেদন পাওয়ার পর পরবর্তী ব্যবস্থা নেওয়া হবে বলে তিনি জানান। <box>40 920 183 946</box>
paragraph: বক্তারা আরও বলেন, সরকারি সেবা জনগণের দোরগোড়ায় পৌঁছে দিতে হলে আমলাতান্ত্রিক জটিলতা কমাতে হবে। এ বিষয়ে সংশ্লিষ্ট সবাইকে আন্তরিক হতে হবে। <box>199 1184 342 1211</box>
paragraph: উপজেলা নির্বাহী কর্মকর্তা বলেন, আইনশৃঙ্খলা পরিস্থিতি স্বাভাবিক রয়েছে। কোনো ধরনের বিশৃঙ্খলা বরদাশত করা হবে না। প্রয়োজনে অতিরিক্ত পুলিশ মোতায়েন করা হবে। <box>993 935 1137 962</box>
article-subhead: (শেষ পৃষ্ঠার পর) <box>1205 1258 1242 1266</box>
paragraph: প্রত্যক্ষদর্শীরা জানান, হঠাৎ করেই দুই পক্ষের মধ্যে বাগ্‌বিতণ্ডা শুরু হয়। একপর্যায়ে তা সংঘর্ষে রূপ নেয়। এতে অন্তত পাঁচজন আহত হন। <box>783 325 929 351</box>
paragraph: প্রত্যক্ষদর্শীরা জানান, হঠাৎ করেই দুই পক্ষের মধ্যে বাগ্‌বিতণ্ডা শুরু হয়। একপর্যায়ে তা সংঘর্ষে রূপ নেয়। এতে অন্তত পাঁচজন আহত হন। <box>40 1137 183 1163</box>
article-column <box>295 150 441 608</box>
paragraph: স্থানীয় ইউনিয়ন পরিষদের চেয়ারম্যান বলেন, আমরা বিষয়টি উপজেলা প্রশাসনকে অবহিত করেছি। দ্রুততম সময়ের মধ্যে সমাধান হবে বলে আমরা আশাবাদী। <box>358 1108 500 1135</box>
article-headline: ফের হরমুজ <box>502 157 558 170</box>
article-subhead: (শেষ পৃষ্ঠার পর) <box>570 1213 606 1221</box>
article-headline: পাকুন্দিয়ায় ফুটবল <box>861 1399 950 1413</box>
article-body <box>834 836 977 1006</box>
logo-subtitle: The Daily Probaho <box>131 76 191 84</box>
article-body <box>834 1552 977 1582</box>
editorial-kicker: নিত্যপণ্যের বাজারে অস্থিরতা <box>124 166 195 172</box>
article-headline: সুন্দরবনে সাত <box>553 900 623 915</box>
paragraph: অভিযোগ রয়েছে, একটি প্রভাবশালী মহল দীর্ঘদিন ধরে এ কাজে জড়িত। তাদের বিরুদ্ধে একাধিকবার লিখিত অভিযোগ দেওয়া হলেও কোনো ব্যবস্থা নেওয়া হয়নি বলে ভুক্তভোগীরা দাবি করেছেন। <box>295 306 441 343</box>
crop-mark <box>18 26 20 51</box>
article-column <box>993 836 1136 1281</box>
paragraph: অনুষ্ঠানে সভাপতিত্ব করেন সংগঠনের সভাপতি। প্রধান অতিথি হিসেবে উপস্থিত ছিলেন স্থানীয় গণ্যমান্য ব্যক্তিবর্গ ও বিভিন্ন শ্রেণি-পেশার মানুষ। <box>199 1152 342 1178</box>
article-headline: সিনেমা মুক্তির <box>78 1351 145 1365</box>
paragraph: শেষে দেশ ও জাতির কল্যাণ কামনা করে বিশেষ মোনাজাত করা হয়। অনুষ্ঠান শেষে উপস্থিত সবার মাঝে খাবার বিতরণ করা হয়। <box>199 1217 342 1233</box>
logo <box>40 58 191 87</box>
paragraph: অনুষ্ঠানে সভাপতিত্ব করেন সংগঠনের সভাপতি। প্রধান অতিথি হিসেবে উপস্থিত ছিলেন স্থানীয় গণ্যমান্য ব্যক্তিবর্গ ও বিভিন্ন শ্রেণি-পেশার মানুষ। <box>1152 1033 1295 1060</box>
paragraph: শেষে দেশ ও জাতির কল্যাণ কামনা করে বিশেষ মোনাজাত করা হয়। অনুষ্ঠান শেষে উপস্থিত সবার মাঝে খাবার বিতরণ করা হয়। <box>40 1419 183 1436</box>
paragraph: বক্তারা আরও বলেন, সরকারি সেবা জনগণের দোরগোড়ায় পৌঁছে দিতে হলে আমলাতান্ত্রিক জটিলতা কমাতে হবে। এ বিষয়ে সংশ্লিষ্ট সবাইকে আন্তরিক হতে হবে। <box>1311 1000 1453 1027</box>
paragraph: আহতদের স্থানীয় হাসপাতালে ভর্তি করা হয়েছে। তাদের মধ্যে দুইজনের অবস্থা আশঙ্কাজনক হওয়ায় উন্নত চিকিৎসার জন্য খুলনা মেডিকেল কলেজ হাসপাতালে পাঠানো হয়েছে। <box>993 902 1136 929</box>
paragraph: স্থানীয় ইউনিয়ন পরিষদের চেয়ারম্যান বলেন, আমরা বিষয়টি উপজেলা প্রশাসনকে অবহিত করেছি। দ্রুততম সময়ের মধ্যে সমাধান হবে বলে আমরা আশাবাদী। <box>1108 455 1254 482</box>
paragraph: বক্তারা আরও বলেন, সরকারি সেবা জনগণের দোরগোড়ায় পৌঁছে দিতে হলে আমলাতান্ত্রিক জটিলতা কমাতে হবে। এ বিষয়ে সংশ্লিষ্ট সবাইকে আন্তরিক হতে হবে। <box>834 1260 977 1287</box>
article-subhead: (শেষ পৃষ্ঠার পর) <box>93 1057 130 1065</box>
paragraph: স্থানীয় ইউনিয়ন পরিষদের চেয়ারম্যান বলেন, আমরা বিষয়টি উপজেলা প্রশাসনকে অবহিত করেছি। দ্রুততম সময়ের মধ্যে সমাধান হবে বলে আমরা আশাবাদী। <box>199 1434 342 1461</box>
article-headline: অকটেনের দাম <box>870 1517 941 1532</box>
paragraph: উপজেলা নির্বাহী কর্মকর্তা বলেন, আইনশৃঙ্খলা পরিস্থিতি স্বাভাবিক রয়েছে। কোনো ধরনের বিশৃঙ্খলা বরদাশত করা হবে না। প্রয়োজনে অতিরিক্ত পুলিশ মোতায়েন করা হবে। <box>517 1260 660 1287</box>
paragraph: এদিকে ঘটনার প্রতিবাদে স্থানীয় জনসাধারণ সড়কে অবস্থান কর্মসূচি পালন করেন। এ সময় প্রায় আধাঘণ্টা যান চলাচল বন্ধ থাকে। পরে পুলিশ গিয়ে পরিস্থিতি নিয়ন্ত্রণে আনে। <box>517 1011 659 1038</box>
paragraph: প্রত্যক্ষদর্শীরা জানান, হঠাৎ করেই দুই পক্ষের মধ্যে বাগ্‌বিতণ্ডা শুরু হয়। একপর্যায়ে তা সংঘর্ষে রূপ নেয়। এতে অন্তত পাঁচজন আহত হন। <box>620 217 766 244</box>
article-body <box>358 836 500 1137</box>
paragraph: স্থানীয় ইউনিয়ন পরিষদের চেয়ারম্যান বলেন, আমরা বিষয়টি উপজেলা প্রশাসনকে অবহিত করেছি। দ্রুততম সময়ের মধ্যে সমাধান হবে বলে আমরা আশাবাদী। <box>834 1553 977 1580</box>
article-body <box>517 1227 659 1322</box>
paragraph: এদিকে ঘটনার প্রতিবাদে স্থানীয় জনসাধারণ সড়কে অবস্থান কর্মসূচি পালন করেন। এ সময় প্রায় আধাঘণ্টা যান চলাচল বন্ধ থাকে। পরে পুলিশ গিয়ে পরিস্থিতি নিয়ন্ত্রণে আনে। <box>783 184 929 211</box>
paragraph: আহতদের স্থানীয় হাসপাতালে ভর্তি করা হয়েছে। তাদের মধ্যে দুইজনের অবস্থা আশঙ্কাজনক হওয়ায় উন্নত চিকিৎসার জন্য খুলনা মেডিকেল কলেজ হাসপাতালে পাঠানো হয়েছে। <box>783 357 929 384</box>
article-subhead: (শেষ পৃষ্ঠার পর) <box>1046 1226 1083 1233</box>
editorial-body <box>40 230 279 489</box>
paragraph: সংশ্লিষ্ট কর্তৃপক্ষের এক কর্মকর্তা নাম প্রকাশ না করার শর্তে বলেন, বিষয়টি তদন্তাধীন রয়েছে। তদন্ত প্রতিবেদন পাওয়ার পর পরবর্তী ব্যবস্থা নেওয়া হবে বলে তিনি জানান। <box>993 1131 1136 1158</box>
paragraph: বক্তারা আরও বলেন, সরকারি সেবা জনগণের দোরগোড়ায় পৌঁছে দিতে হলে আমলাতান্ত্রিক জটিলতা কমাতে হবে। এ বিষয়ে সংশ্লিষ্ট সবাইকে আন্তরিক হতে হবে। <box>517 1402 659 1429</box>
paragraph: অনুষ্ঠানে সভাপতিত্ব করেন সংগঠনের সভাপতি। প্রধান অতিথি হিসেবে উপস্থিত ছিলেন স্থানীয় গণ্যমান্য ব্যক্তিবর্গ ও বিভিন্ন শ্রেণি-পেশার মানুষ। <box>40 1311 183 1337</box>
article-body <box>620 396 766 556</box>
paragraph: আহতদের স্থানীয় হাসপাতালে ভর্তি করা হয়েছে। তাদের মধ্যে দুইজনের অবস্থা আশঙ্কাজনক হওয়ায় উন্নত চিকিৎসার জন্য খুলনা মেডিকেল কলেজ হাসপাতালে পাঠানো হয়েছে। <box>620 249 766 276</box>
paragraph: পুলিশ জানায়, এ ঘটনায় একটি মামলা দায়ের করা হয়েছে। মামলায় অজ্ঞাতপরিচয় আরও কয়েকজনকে আসামি করা হয়েছে। অভিযান অব্যাহত রয়েছে। <box>1108 488 1254 515</box>
paragraph: সংশ্লিষ্ট কর্তৃপক্ষের এক কর্মকর্তা নাম প্রকাশ না করার শর্তে বলেন, বিষয়টি তদন্তাধীন রয়েছে। তদন্ত প্রতিবেদন পাওয়ার পর পরবর্তী ব্যবস্থা নেওয়া হবে বলে তিনি জানান। <box>295 241 441 267</box>
paragraph: গত শনিবার সকাল থেকেই নগরীর বিভিন্ন এলাকায় উত্তেজনা বিরাজ করছিল। স্থানীয় বাসিন্দারা জানান, দীর্ঘদিন ধরে এ নিয়ে আলোচনা চললেও কার্যকর কোনো পদক্ষেপ নেওয়া হয়নি। ফলে ভোগান্তি বেড়েই চলেছে। <box>457 372 603 407</box>
article-column <box>1270 150 1417 520</box>
paragraph: আহতদের স্থানীয় হাসপাতালে ভর্তি করা হয়েছে। তাদের মধ্যে দুইজনের অবস্থা আশঙ্কাজনক হওয়ায় উন্নত চিকিৎসার জন্য খুলনা মেডিকেল কলেজ হাসপাতালে পাঠানো হয়েছে। <box>199 1532 342 1559</box>
article-body <box>1270 150 1417 517</box>
article-column <box>517 836 659 1498</box>
paragraph: গত শনিবার সকাল থেকেই নগরীর বিভিন্ন এলাকায় উত্তেজনা বিরাজ করছিল। স্থানীয় বাসিন্দারা জানান, দীর্ঘদিন ধরে এ নিয়ে আলোচনা চললেও কার্যকর কোনো পদক্ষেপ নেওয়া হয়নি। ফলে ভোগান্তি বেড়েই চলেছে। <box>1152 1122 1295 1158</box>
paragraph: গত শনিবার সকাল থেকেই নগরীর বিভিন্ন এলাকায় উত্তেজনা বিরাজ করছিল। স্থানীয় বাসিন্দারা জানান, দীর্ঘদিন ধরে এ নিয়ে আলোচনা চললেও কার্যকর কোনো পদক্ষেপ নেওয়া হয়নি। ফলে ভোগান্তি বেড়েই চলেছে। <box>620 485 766 522</box>
article-headline: নিজেদের আকাশ <box>70 1036 153 1050</box>
article-subhead: (শেষ পৃষ্ঠার পর) <box>93 864 130 870</box>
paragraph: গত শনিবার সকাল থেকেই নগরীর বিভিন্ন এলাকায় উত্তেজনা বিরাজ করছিল। স্থানীয় বাসিন্দারা জানান, দীর্ঘদিন ধরে এ নিয়ে আলোচনা চললেও কার্যকর কোনো পদক্ষেপ নেওয়া হয়নি। ফলে ভোগান্তি বেড়েই চলেছে। <box>834 1316 977 1353</box>
paragraph: এদিকে ঘটনার প্রতিবাদে স্থানীয় জনসাধারণ সড়কে অবস্থান কর্মসূচি পালন করেন। এ সময় প্রায় আধাঘণ্টা যান চলাচল বন্ধ থাকে। পরে পুলিশ গিয়ে পরিস্থিতি নিয়ন্ত্রণে আনে। <box>199 838 342 864</box>
article-headline: মহানগরে ছাত্রশিবিরের <box>217 1019 324 1032</box>
article-body <box>676 1027 818 1198</box>
article-headline: প্রবাসীদের মতো <box>73 1601 150 1616</box>
article-headline: গাজীপুরের বাড়ির <box>1021 1204 1108 1219</box>
article-column <box>620 150 766 558</box>
paragraph: সংশ্লিষ্ট কর্তৃপক্ষের এক কর্মকর্তা নাম প্রকাশ না করার শর্তে বলেন, বিষয়টি তদন্তাধীন রয়েছে। তদন্ত প্রতিবেদন পাওয়ার পর পরবর্তী ব্যবস্থা নেওয়া হবে বলে তিনি জানান। <box>517 978 659 1005</box>
paragraph: স্থানীয় ইউনিয়ন পরিষদের চেয়ারম্যান বলেন, আমরা বিষয়টি উপজেলা প্রশাসনকে অবহিত করেছি। দ্রুততম সময়ের মধ্যে সমাধান হবে বলে আমরা আশাবাদী। <box>1152 838 1295 864</box>
paragraph: সভায় বক্তারা বলেন, সমাজের প্রতিটি স্তরে সচেতনতা বৃদ্ধি করতে হবে। তরুণ প্রজন্মকে সঠিক পথে পরিচালিত করতে পারলে দেশ এগিয়ে যাবে। <box>1270 357 1417 384</box>
article-body <box>517 1475 659 1495</box>
paragraph: গত শনিবার সকাল থেকেই নগরীর বিভিন্ন এলাকায় উত্তেজনা বিরাজ করছিল। স্থানীয় বাসিন্দারা জানান, দীর্ঘদিন ধরে এ নিয়ে আলোচনা চললেও কার্যকর কোনো পদক্ষেপ নেওয়া হয়নি। ফলে ভোগান্তি বেড়েই চলেছে। <box>199 1283 342 1320</box>
editorial-paragraph: সাধারণ মানুষের ক্রয়ক্ষমতার সঙ্গে সঙ্গতি রেখে বাজার ব্যবস্থাপনা গড়ে তোলা রাষ্ট্রের দায়িত্ব। সংশ্লিষ্ট কর্তৃপক্ষ এ বিষয়ে আরও কঠোর ও আন্তরিক হবেন—এটাই প্রত্যাশা। <box>40 471 279 487</box>
paragraph: সভায় বক্তারা বলেন, সমাজের প্রতিটি স্তরে সচেতনতা বৃদ্ধি করতে হবে। তরুণ প্রজন্মকে সঠিক পথে পরিচালিত করতে পারলে দেশ এগিয়ে যাবে। <box>620 315 766 342</box>
article-column <box>40 836 183 1636</box>
paragraph: এদিকে ঘটনার প্রতিবাদে স্থানীয় জনসাধারণ সড়কে অবস্থান কর্মসূচি পালন করেন। এ সময় প্রায় আধাঘণ্টা যান চলাচল বন্ধ থাকে। পরে পুলিশ গিয়ে পরিস্থিতি নিয়ন্ত্রণে আনে। <box>358 1033 500 1060</box>
paragraph: উপজেলা নির্বাহী কর্মকর্তা বলেন, আইনশৃঙ্খলা পরিস্থিতি স্বাভাবিক রয়েছে। কোনো ধরনের বিশৃঙ্খলা বরদাশত করা হবে না। প্রয়োজনে অতিরিক্ত পুলিশ মোতায়েন করা হবে। <box>834 1119 978 1146</box>
paragraph: আহতদের স্থানীয় হাসপাতালে ভর্তি করা হয়েছে। তাদের মধ্যে দুইজনের অবস্থা আশঙ্কাজনক হওয়ায় উন্নত চিকিৎসার জন্য খুলনা মেডিকেল কলেজ হাসপাতালে পাঠানো হয়েছে। <box>1311 869 1453 896</box>
paragraph: শেষে দেশ ও জাতির কল্যাণ কামনা করে বিশেষ মোনাজাত করা হয়। অনুষ্ঠান শেষে উপস্থিত সবার মাঝে খাবার বিতরণ করা হয়। <box>457 545 603 561</box>
paragraph: অনুষ্ঠানে সভাপতিত্ব করেন সংগঠনের সভাপতি। প্রধান অতিথি হিসেবে উপস্থিত ছিলেন স্থানীয় গণ্যমান্য ব্যক্তিবর্গ ও বিভিন্ন শ্রেণি-পেশার মানুষ। <box>945 488 1091 515</box>
article-body <box>620 150 766 344</box>
paragraph: গত শনিবার সকাল থেকেই নগরীর বিভিন্ন এলাকায় উত্তেজনা বিরাজ করছিল। স্থানীয় বাসিন্দারা জানান, দীর্ঘদিন ধরে এ নিয়ে আলোচনা চললেও কার্যকর কোনো পদক্ষেপ নেওয়া হয়নি। ফলে ভোগান্তি বেড়েই চলেছে। <box>1270 479 1417 515</box>
paragraph: পুলিশ জানায়, এ ঘটনায় একটি মামলা দায়ের করা হয়েছে। মামলায় অজ্ঞাতপরিচয় আরও কয়েকজনকে আসামি করা হয়েছে। অভিযান অব্যাহত রয়েছে। <box>358 1184 500 1211</box>
article-body <box>517 836 659 889</box>
article-headline: যশোরের ছুরিকাঘাতে <box>697 1319 797 1333</box>
paragraph: স্থানীয় ইউনিয়ন পরিষদের চেয়ারম্যান বলেন, আমরা বিষয়টি উপজেলা প্রশাসনকে অবহিত করেছি। দ্রুততম সময়ের মধ্যে সমাধান হবে বলে আমরা আশাবাদী। <box>834 945 977 971</box>
article-headline: নগরীর হেরাজ <box>333 157 402 170</box>
article-body <box>358 1433 500 1462</box>
continuation-banner-top: (১ম ও ৪র্থ পৃষ্ঠার পর) <box>295 100 1500 136</box>
paragraph: প্রত্যক্ষদর্শীরা জানান, হঠাৎ করেই দুই পক্ষের মধ্যে বাগ্‌বিতণ্ডা শুরু হয়। একপর্যায়ে তা সংঘর্ষে রূপ নেয়। এতে অন্তত পাঁচজন আহত হন। <box>457 273 603 299</box>
article-headline: মণিরামপুরে নিখোঁজ <box>539 1192 637 1206</box>
article-subhead: (শেষ পৃষ্ঠার পর) <box>570 1462 606 1470</box>
paragraph: অভিযোগ রয়েছে, একটি প্রভাবশালী মহল দীর্ঘদিন ধরে এ কাজে জড়িত। তাদের বিরুদ্ধে একাধিকবার লিখিত অভিযোগ দেওয়া হলেও কোনো ব্যবস্থা নেওয়া হয়নি বলে ভুক্তভোগীরা দাবি করেছেন। <box>358 1066 500 1102</box>
article-subhead: (শেষ পৃষ্ঠার পর) <box>729 1448 765 1456</box>
article-headline: বজ্রপাত থেকে <box>1348 1247 1417 1261</box>
paragraph: অভিযোগ রয়েছে, একটি প্রভাবশালী মহল দীর্ঘদিন ধরে এ কাজে জড়িত। তাদের বিরুদ্ধে একাধিকবার লিখিত অভিযোগ দেওয়া হলেও কোনো ব্যবস্থা নেওয়া হয়নি বলে ভুক্তভোগীরা দাবি করেছেন। <box>945 325 1091 361</box>
